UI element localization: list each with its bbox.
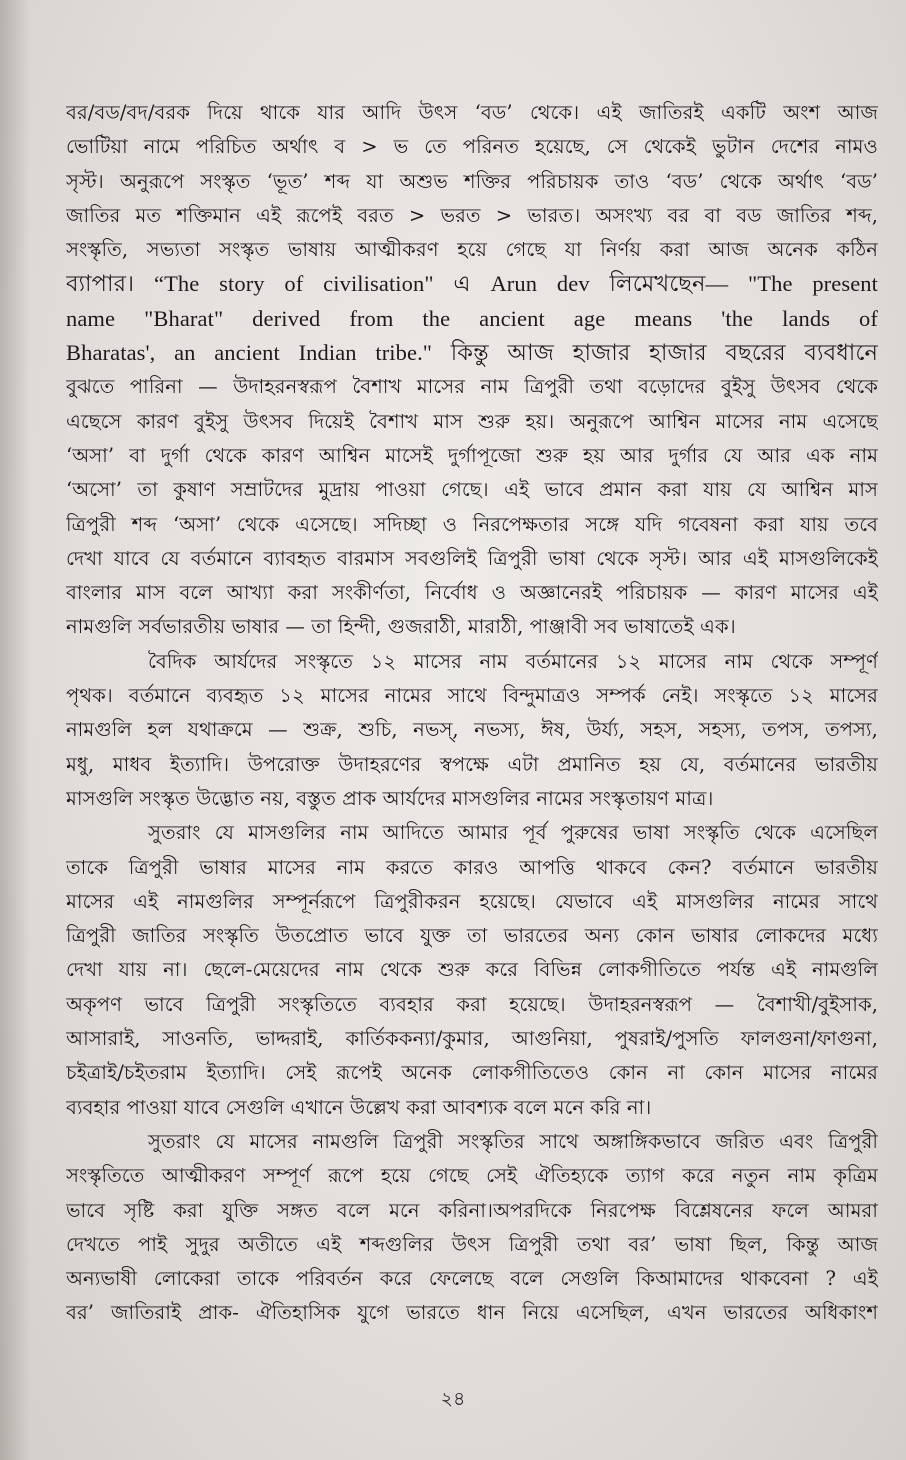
text-line: ব্যাপার। “The story of civilisation" এ Arun dev লিমেখছেন— "The present [66,271,878,297]
text-line: জাতির মত শক্তিমান এই রূপেই বরত > ভরত > ভারত। অসংখ্য বর বা বড জাতির শব্দ, [66,203,878,227]
text-line: নামগুলি হল যথাক্রমে — শুক্র, শুচি, নভস্, নভস্য, ঈষ, উর্য্য, সহস, সহস্য, তপস, তপস্য, [66,718,878,742]
page-number: ২৪ [440,1388,466,1410]
text-line: ‘অসা’ বা দুর্গা থেকে কারণ আশ্বিন মাসেই দুর্গাপূজো শুরু হয় আর দুর্গার যে আর এক নাম [66,443,878,467]
text-line: মাসের এই নামগুলির সম্পূর্নরূপে ত্রিপুরীকরন হয়েছে। যেভাবে এই মাসগুলির নামের সাথে [66,889,878,913]
text-line: সুতরাং যে মাসের নামগুলি ত্রিপুরী সংস্কৃতির সাথে অঙ্গাঙ্গিকভাবে জরিত এবং ত্রিপুরী [148,1129,878,1153]
text-line: এছেসে কারণ বুইসু উৎসব দিয়েই বৈশাখ মাস শুরু হয়। অনুরূপে আশ্বিন মাসের নাম এসেছে [66,409,878,433]
text-line: বাংলার মাস বলে আখ্যা করা সংকীর্ণতা, নির্বোধ ও অজ্ঞানেরই পরিচায়ক — কারণ মাসের এই [66,581,878,605]
text-line: তাকে ত্রিপুরী ভাষার মাসের নাম করতে কারও আপত্তি থাকবে কেন? বর্তমানে ভারতীয় [66,855,878,879]
text-line: ভোটিয়া নামে পরিচিত অর্থাৎ ব > ভ তে পরিনত হয়েছে, সে থেকেই ভুটান দেশের নামও [66,135,878,159]
text-line: মধু, মাধব ইত্যাদি। উপরোক্ত উদাহরণের স্বপক্ষে এটা প্রমানিত হয় যে, বর্তমানের ভারতীয় [66,752,878,776]
text-line: পৃথক। বর্তমানে ব্যবহৃত ১২ মাসের নামের সাথে বিন্দুমাত্রও সম্পর্ক নেই। সংস্কৃতে ১২ মাসের [66,684,878,708]
text-line: সংস্কৃতিতে আত্মীকরণ সম্পূর্ণ রূপে হয়ে গেছে সেই ঐতিহ্যকে ত্যাগ করে নতুন নাম কৃত্রিম [66,1164,878,1188]
text-line: বর’ জাতিরাই প্রাক- ঐতিহাসিক যুগে ভারতে ধান নিয়ে এসেছিল, এখন ভারতের অধিকাংশ [66,1301,878,1325]
text-line: চইত্রাই/চইতরাম ইত্যাদি। সেই রূপেই অনেক লোকগীতিতেও কোন না কোন মাসের নামের [66,1061,878,1085]
text-line: দেখতে পাই সুদুর অতীতে এই শব্দগুলির উৎস ত্রিপুরী তথা বর’ ভাষা ছিল, কিন্তু আজ [66,1232,878,1256]
text-line: ত্রিপুরী জাতির সংস্কৃতি উতপ্রোত ভাবে যুক্ত তা ভারতের অন্য কোন ভাষার লোকদের মধ্যে [66,924,878,948]
text-line: বুঝতে পারিনা — উদাহরনস্বরূপ বৈশাখ মাসের নাম ত্রিপুরী তথা বড়োদের বুইসু উৎসব থেকে [66,375,878,399]
text-line: দেখা যায় না। ছেলে-মেয়েদের নাম থেকে শুরু করে বিভিন্ন লোকগীতিতে পর্যন্ত এই নামগুলি [66,958,878,982]
text-line: ‘অসো’ তা কুষাণ সম্রাটদের মুদ্রায় পাওয়া গেছে। এই ভাবে প্রমান করা যায় যে আশ্বিন মাস [66,478,878,502]
text-line: ত্রিপুরী শব্দ ‘অসা’ থেকে এসেছে। সদিচ্ছা ও নিরপেক্ষতার সঙ্গে যদি গবেষনা করা যায় তবে [66,512,878,536]
text-line: সৃস্ট। অনুরূপে সংস্কৃত ‘ভূত’ শব্দ যা অশুভ শক্তির পরিচায়ক তাও ‘বড’ থেকে অর্থাৎ ‘বড’ [66,169,878,193]
text-line: বৈদিক আর্যদের সংস্কৃতে ১২ মাসের নাম বর্তমানের ১২ মাসের নাম থেকে সম্পূর্ণ [148,649,878,673]
text-line: বর/বড/বদ/বরক দিয়ে থাকে যার আদি উৎস ‘বড’ থেকে। এই জাতিরই একটি অংশ আজ [66,101,878,124]
text-line: অন্যভাষী লোকেরা তাকে পরিবর্তন করে ফেলেছে বলে সেগুলি কিআমাদের থাকবেনা ? এই [66,1267,878,1291]
text-line: মাসগুলি সংস্কৃত উদ্ভোত নয়, বস্তুত প্রাক আর্যদের মাসগুলির নামের সংস্কৃতায়ণ মাত্র। [66,786,714,810]
text-line: নামগুলি সর্বভারতীয় ভাষার — তা হিন্দী, গুজরাঠী, মারাঠী, পাঞ্জাবী সব ভাষাতেই এক। [66,615,736,639]
text-line: আসারাই, সাওনতি, ভাদ্দরাই, কার্তিককন্যা/কুমার, আগুনিয়া, পুষরাই/পুসতি ফালগুনা/ফাগুনা, [66,1027,878,1051]
text-line: সংস্কৃতি, সভ্যতা সংস্কৃত ভাষায় আত্মীকরণ হয়ে গেছে যা নির্ণয় করা আজ অনেক কঠিন [66,238,878,262]
text-line: দেখা যাবে যে বর্তমানে ব্যাবহৃত বারমাস সবগুলিই ত্রিপুরী ভাষা থেকে সৃস্ট। আর এই মাসগুলিকেই [66,546,878,570]
text-line: ভাবে সৃষ্টি করা যুক্তি সঙ্গত বলে মনে করিনা।অপরদিকে নিরপেক্ষ বিশ্লেষনের ফলে আমরা [66,1198,878,1222]
text-line: Bharatas', an ancient Indian tribe." কিন্তু আজ হাজার হাজার বছরের ব্যবধানে [66,340,878,366]
text-line: ব্যবহার পাওয়া যাবে সেগুলি এখানে উল্লেখ করা আবশ্যক বলে মনে করি না। [66,1095,652,1119]
text-line: সুতরাং যে মাসগুলির নাম আদিতে আমার পূর্ব পুরুষের ভাষা সংস্কৃতি থেকে এসেছিল [148,821,878,845]
text-line: অকৃপণ ভাবে ত্রিপুরী সংস্কৃতিতে ব্যবহার করা হয়েছে। উদাহরনস্বরূপ — বৈশাখী/বুইসাক, [66,992,878,1016]
body-text [66,96,878,1331]
text-line: name "Bharat" derived from the ancient age means 'the lands of [66,305,878,331]
